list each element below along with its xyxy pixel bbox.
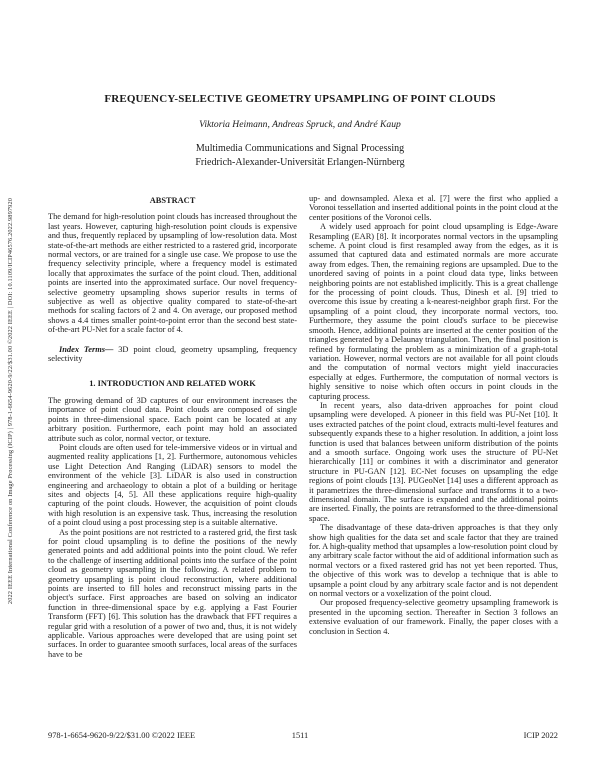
paper-header	[0, 93, 600, 169]
affiliation-line-1: Multimedia Communications and Signal Processing	[195, 143, 405, 154]
intro-paragraph-3-continued: up- and downsampled. Alexa et al. [7] were the first who applied a Voronoi tessellation and inserted additional points in the point cloud at the center positions of the Voronoi cells.	[309, 194, 558, 222]
index-terms-text: 3D point cloud, geometry upsampling, frequency selectivity	[48, 344, 298, 364]
section-1-heading: 1. INTRODUCTION AND RELATED WORK	[89, 378, 256, 388]
footer-conference: ICIP 2022	[523, 731, 558, 740]
abstract-heading: ABSTRACT	[149, 196, 196, 205]
index-terms-label: Index Terms—	[59, 344, 114, 354]
related-work-paragraph-2: In recent years, also data-driven approaches for point cloud upsampling were developed. A pioneer in this field was PU-Net [10]. It uses extracted patches of the point cloud, extracts multi-level features and subsequently expands these to a higher resolution. In addition, a joint loss function is used that balances between uniform distribution of the points and a smooth surface. Ongoing work uses the structure of PU-Net hierarchically [11] or combines it with a discriminator and generator structure in PU-GAN [12]. EC-Net focuses on upsampling the edge regions of point clouds [13]. PUGeoNet [14] uses a different approach as it parametrizes the three-dimensional surface and transforms it to a two-dimensional domain. The surface is expanded and the additional points are inserted. Finally, the points are retransformed to the three-dimensional space.	[309, 400, 558, 523]
abstract-text: The demand for high-resolution point clouds has increased throughout the last years. However, capturing high-resolution point clouds is expensive and thus, frequently replaced by upsampling of low-resolution data. Most state-of-the-art methods are either restricted to a rastered grid, incorporate normal vectors, or are trained for a single use case. We propose to use the frequency selectivity principle, where a frequency model is estimated locally that approximates the surface of the point cloud. Then, additional points are inserted into the approximated surface. Our novel frequency-selective geometry upsampling shows superior results in terms of subjective as well as objective quality compared to state-of-the-art methods for scaling factors of 2 and 4. On average, our proposed method shows a 4.4 times smaller point-to-point error than the second best state-of-the-art PU-Net for a scale factor of 4.	[48, 212, 297, 335]
affiliation	[0, 142, 600, 169]
affiliation-line-2: Friedrich-Alexander-Universität Erlangen-Nürnberg	[195, 156, 405, 168]
outline-paragraph: Our proposed frequency-selective geometry upsampling framework is presented in the upcoming section. Thereafter in Section 3 follows an extensive evaluation of our framework. Finally, the paper closes with a conclusion in Section 4.	[309, 598, 558, 636]
related-work-paragraph-3: The disadvantage of these data-driven approaches is that they only show high qualities for the data set and scale factor that they are trained for. A high-quality method that upsamples a low-resolution point cloud by any arbitrary scale factor without the aid of additional information such as normal vectors or a fixed rastered grid has not yet been reported. Thus, the objective of this work was to develop a technique that is able to upsample a point cloud by any arbitrary scale factor and is not dependent on normal vectors or a voxelization of the point cloud.	[309, 523, 558, 599]
footer-copyright: 978-1-6654-9620-9/22/$31.00 ©2022 IEEE	[48, 731, 196, 740]
intro-paragraph-3: As the point positions are not restricted to a rastered grid, the first task for point cloud upsampling is to define the positions of the newly generated points and add additional points into the point cloud. We refer to the challenge of inserting additional points into the surface of the point cloud as geometry upsampling in the following. A related problem to geometry upsampling is point cloud reconstruction, where additional points are inserted to fill holes and reconstruct missing parts in the object's surface. First approaches are based on solving an indicator function in three-dimensional space by e.g. applying a Fast Fourier Transform (FFT) [6]. This solution has the drawback that FFT requires a regular grid with a resolution of a power of two and, thus, it is not widely applicable. Various approaches were developed that are using point set surfaces. In order to guarantee smooth surfaces, local areas of the surfaces have to be	[48, 527, 297, 659]
paper-authors: Viktoria Heimann, Andreas Spruck, and André Kaup	[199, 119, 401, 130]
right-column	[309, 194, 558, 636]
page-footer	[0, 731, 600, 745]
footer-page-number: 1511	[291, 731, 309, 740]
intro-paragraph-2: Point clouds are often used for tele-immersive videos or in virtual and augmented reality applications [1, 2]. Furthermore, autonomous vehicles use Light Detection And Ranging (LiDAR) sensors to model the environment of the vehicle [3]. LiDAR is also used in construction engineering and archaeology to obtain a plot of a building or heritage sites and objects [4, 5]. All these applications require high-quality capturing of the point clouds. However, the acquisition of point clouds with high resolution is an expensive task. Thus, increasing the resolution of a point cloud using a post processing step is a suitable alternative.	[48, 442, 297, 528]
index-terms	[48, 345, 297, 364]
related-work-paragraph-1: A widely used approach for point cloud upsampling is Edge-Aware Resampling (EAR) [8]. It incorporates normal vectors in the upsampling scheme. A point cloud is first resampled away from the edges, as it is assumed that captured data and estimated normals are more accurate away from edges. Then, the remaining regions are upsampled. Due to the unordered saving of points in a point cloud data type, links between neighboring points are not established implicitly. This is a great challenge for the processing of point clouds. Thus, Dinesh et al. [9] tried to overcome this issue by creating a k-nearest-neighbor graph first. For the upsampling of a point cloud, they incorporate normal vectors, too. Furthermore, they assume the point cloud's surface to be piecewise smooth. Hence, additional points are inserted at the center position of the triangles generated by a Delaunay triangulation. Then, the final position is refined by formulating the problem as a minimization of a graph-total variation. However, normal vectors are not available for all point clouds and the computation of normal vectors might yield inaccuracies especially at edges. Furthermore, the computation of normal vectors is highly sensitive to noise which often occurs in point clouds in the capturing process.	[309, 222, 558, 401]
left-column	[48, 196, 297, 659]
intro-paragraph-1: The growing demand of 3D captures of our environment increases the importance of point cloud data. Point clouds are composed of single points in three-dimensional space. Each point can be located at any arbitrary position. Furthermore, each point may hold an associated attribute such as color, normal vector, or texture.	[48, 395, 297, 443]
paper-title: FREQUENCY-SELECTIVE GEOMETRY UPSAMPLING OF POINT CLOUDS	[104, 93, 496, 105]
ieee-copyright-stamp: 2022 IEEE International Conference on Image Processing (ICIP) | 978-1-6654-9620-9/22/$31.00 ©2022 IEEE | DOI: 10.1109/ICIP46576.2022.9897920	[7, 197, 14, 605]
